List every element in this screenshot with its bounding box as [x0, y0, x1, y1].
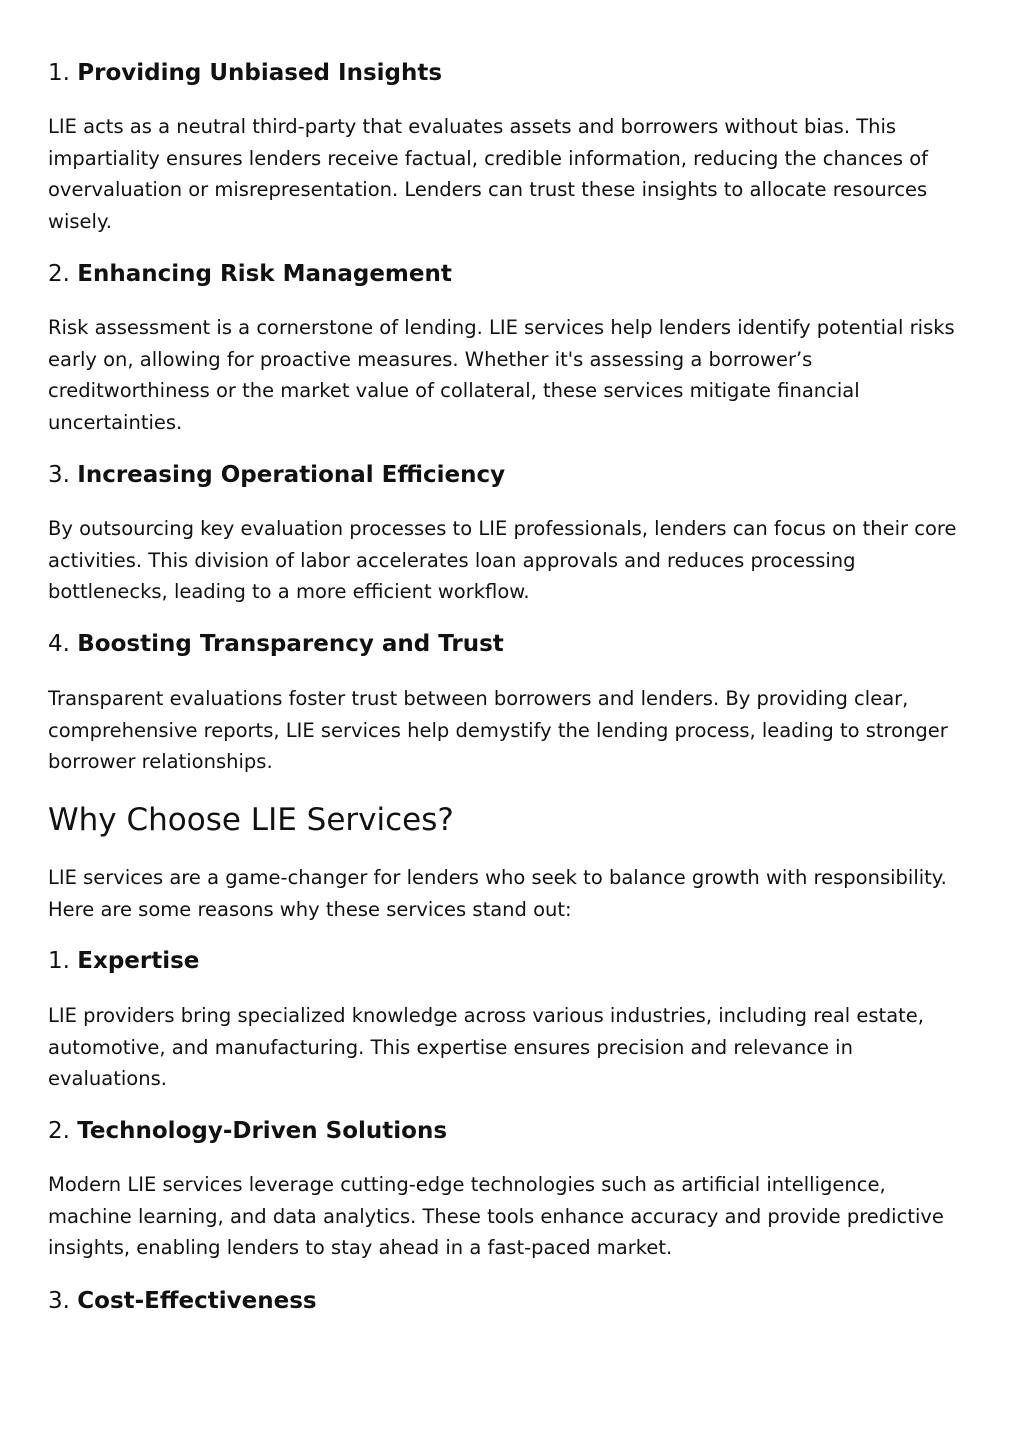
reason-number: 3.	[48, 1288, 70, 1314]
benefit-heading-1	[48, 58, 974, 88]
benefit-title: Increasing Operational Efficiency	[77, 462, 506, 488]
section-intro: LIE services are a game-changer for lenders who seek to balance growth with responsibility. Here are some reasons why these services stand out:	[48, 866, 947, 921]
benefit-number: 1.	[48, 60, 70, 86]
reason-number: 1.	[48, 948, 70, 974]
reason-heading-1	[48, 946, 974, 976]
reason-title: Technology-Driven Solutions	[77, 1118, 448, 1144]
reason-heading-2	[48, 1116, 974, 1146]
section-title: Why Choose LIE Services?	[48, 802, 454, 838]
benefit-title: Providing Unbiased Insights	[77, 60, 443, 86]
benefit-body-4: Transparent evaluations foster trust between borrowers and lenders. By providing clear, comprehensive reports, LIE services help demystify the lending process, leading to stronger borrower relationships.	[48, 687, 948, 773]
benefit-number: 3.	[48, 462, 70, 488]
benefit-number: 2.	[48, 261, 70, 287]
benefit-heading-3	[48, 460, 974, 490]
benefit-title: Boosting Transparency and Trust	[77, 631, 504, 657]
reason-body-2: Modern LIE services leverage cutting-edge technologies such as artificial intelligence, machine learning, and data analytics. These tools enhance accuracy and provide predictive insights, enabling lenders to stay ahead in a fast-paced market.	[48, 1173, 944, 1259]
reason-title: Expertise	[77, 948, 200, 974]
reason-body-1: LIE providers bring specialized knowledge across various industries, including real estate, automotive, and manufacturing. This expertise ensures precision and relevance in evaluations.	[48, 1004, 924, 1090]
benefit-heading-4	[48, 629, 974, 659]
reason-heading-3	[48, 1286, 974, 1316]
benefit-body-1: LIE acts as a neutral third-party that evaluates assets and borrowers without bias. This impartiality ensures lenders receive factual, credible information, reducing the chances of overvaluation or misrepresentation. Lenders can trust these insights to allocate resources wisely.	[48, 115, 928, 233]
benefit-body-2: Risk assessment is a cornerstone of lending. LIE services help lenders identify potential risks early on, allowing for proactive measures. Whether it's assessing a borrower’s creditworthiness or the market value of collateral, these services mitigate financial uncertainties.	[48, 316, 955, 434]
benefit-body-3: By outsourcing key evaluation processes to LIE professionals, lenders can focus on their core activities. This division of labor accelerates loan approvals and reduces processing bottlenecks, leading to a more efficient workflow.	[48, 517, 957, 603]
benefit-heading-2	[48, 259, 974, 289]
benefit-number: 4.	[48, 631, 70, 657]
benefit-title: Enhancing Risk Management	[77, 261, 452, 287]
reason-title: Cost-Effectiveness	[77, 1288, 317, 1314]
reason-number: 2.	[48, 1118, 70, 1144]
